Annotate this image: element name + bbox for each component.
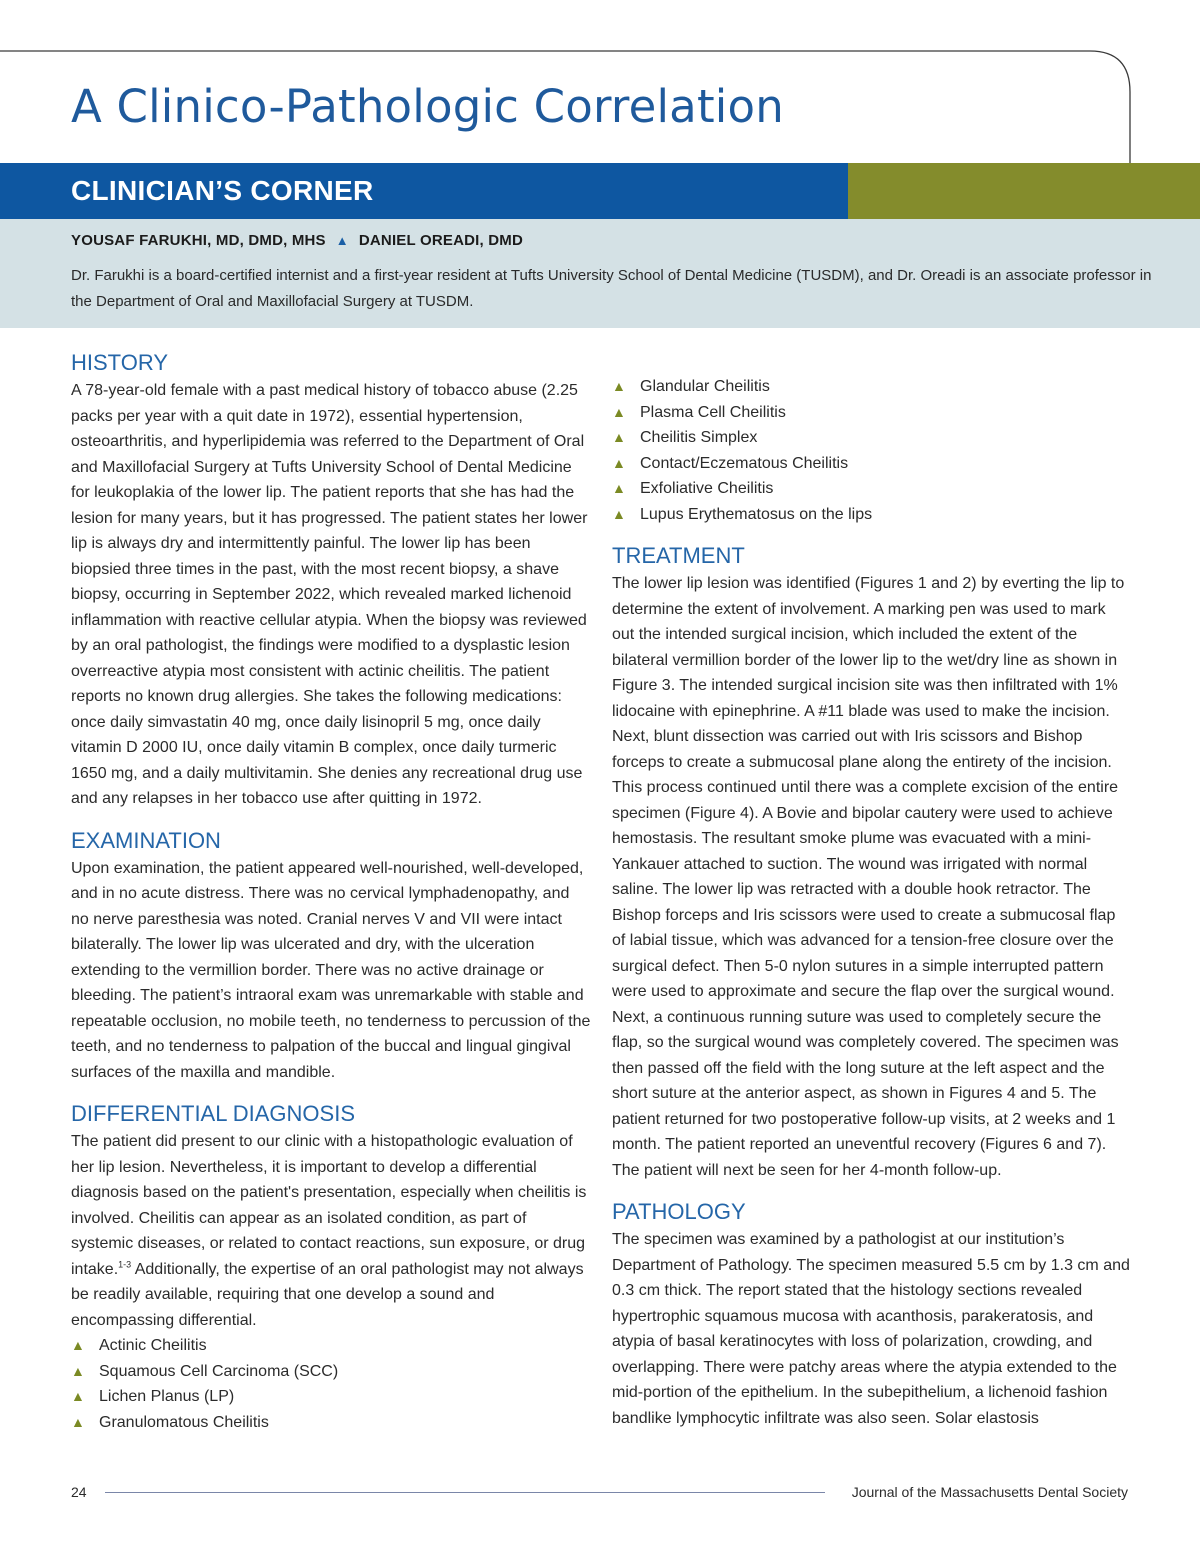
triangle-bullet-icon: ▲: [612, 403, 626, 420]
author-affiliation: Dr. Farukhi is a board-certified internist and a first-year resident at Tufts University School of Dental Medicine (TUSDM), and Dr. Oreadi is an associate professor in the Department of Oral and Maxillofacial Surgery at TUSDM.: [71, 267, 1152, 310]
treatment-text: The lower lip lesion was identified (Figures 1 and 2) by everting the lip to determine the extent of involvement. A marking pen was used to mark out the intended surgical incision, which included the extent of the bilateral vermillion border of the lower lip to the wet/dry line as shown in Figure 3. The intended surgical incision site was then infiltrated with 1% lidocaine with epinephrine. A #11 blade was used to make the incision. Next, blunt dissection was carried out with Iris scissors and Bishop forceps to create a submucosal plane along the entirety of the incision. This process continued until there was a complete excision of the entire specimen (Figure 4). A Bovie and bipolar cautery were used to achieve hemostasis. The resultant smoke plume was evacuated with a mini-Yankauer attached to suction. The wound was irrigated with normal saline. The lower lip was retracted with a double hook retractor. The Bishop forceps and Iris scissors were used to create a submucosal flap of labial tissue, which was advanced for a tension-free closure over the surgical defect. Then 5-0 nylon sutures in a simple interrupted pattern were used to approximate and secure the flap over the surgical wound. Next, a continuous running suture was used to completely secure the flap, so the surgical wound was completely covered. The specimen was then passed off the field with the long suture at the left aspect and the short suture at the anterior aspect, as shown in Figures 4 and 5. The patient returned for two postoperative follow-up visits, at 2 weeks and 1 month. The patient reported an uneventful recovery (Figures 6 and 7). The patient will next be seen for her 4-month follow-up.: [612, 575, 1125, 1179]
triangle-separator-icon: ▲: [335, 233, 349, 248]
examination-text: Upon examination, the patient appeared well-nourished, well-developed, and in no acute distress. There was no cervical lymphadenopathy, and no nerve paresthesia was noted. Cranial nerves V and VII were intact bilaterally. The lower lip was ulcerated and dry, with the ulceration extending to the vermillion border. There was no active drainage or bleeding. The patient’s intraoral exam was unremarkable with stable and repeatable occlusion, no mobile teeth, no tenderness to percussion of the teeth, and no tenderness to palpation of the buccal and lingual gingival surfaces of the maxilla and mandible.: [71, 859, 591, 1081]
triangle-bullet-icon: ▲: [71, 1413, 85, 1430]
pathology-text: The specimen was examined by a pathologist at our institution’s Department of Pathology. The specimen measured 5.5 cm by 1.3 cm and 0.3 cm thick. The report stated that the histology sections revealed hypertrophic squamous mucosa with acanthosis, parakeratosis, and atypia of basal keratinocytes with loss of polarization, crowding, and overlapping. There were patchy areas where the atypia extended to the mid-portion of the epithelium. In the subepithelium, a lichenoid fashion bandlike lymphocytic infiltrate was also seen. Solar elastosis: [612, 1231, 1130, 1427]
list-item: ▲ Granulomatous Cheilitis: [71, 1410, 591, 1436]
differential-text-part1: The patient did present to our clinic with a histopathologic evaluation of her lip lesion. Nevertheless, it is important to develop a differential diagnosis based on the patient's presentation, especially when cheilitis is involved. Cheilitis can appear as an isolated condition, as part of systemic diseases, or related to contact reactions, sun exposure, or drug intake.: [71, 1133, 587, 1278]
history-heading: HISTORY: [71, 350, 168, 375]
history-section: [71, 348, 591, 812]
list-item: ▲ Exfoliative Cheilitis: [612, 476, 1132, 502]
triangle-bullet-icon: ▲: [612, 505, 626, 522]
author-1: YOUSAF FARUKHI, MD, DMD, MHS: [71, 232, 326, 249]
right-column: [612, 374, 1132, 1431]
triangle-bullet-icon: ▲: [71, 1337, 85, 1353]
left-column: [71, 348, 591, 1435]
page-number: 24: [71, 1484, 87, 1500]
list-item: ▲ Glandular Cheilitis: [612, 374, 1132, 400]
footer-rule: [105, 1492, 825, 1493]
section-banner-accent: [848, 163, 1200, 219]
triangle-bullet-icon: ▲: [612, 429, 626, 445]
triangle-bullet-icon: ▲: [612, 454, 626, 471]
differential-section: [71, 1099, 591, 1435]
section-title: CLINICIAN’S CORNER: [71, 175, 374, 206]
examination-section: [71, 826, 591, 1086]
list-item: ▲ Squamous Cell Carcinoma (SCC): [71, 1359, 591, 1385]
list-item: ▲ Contact/Eczematous Cheilitis: [612, 451, 1132, 477]
treatment-heading: TREATMENT: [612, 543, 745, 568]
page-title: A Clinico-Pathologic Correlation: [71, 80, 784, 133]
differential-list-right: [612, 374, 1132, 527]
list-item: ▲ Lichen Planus (LP): [71, 1384, 591, 1410]
differential-list-left: [71, 1333, 591, 1435]
triangle-bullet-icon: ▲: [71, 1388, 85, 1404]
list-item: ▲ Actinic Cheilitis: [71, 1333, 591, 1359]
pathology-heading: PATHOLOGY: [612, 1199, 746, 1224]
list-item: ▲ Plasma Cell Cheilitis: [612, 400, 1132, 426]
reference-superscript: 1-3: [118, 1259, 132, 1270]
triangle-bullet-icon: ▲: [612, 480, 626, 496]
differential-text-part2: Additionally, the expertise of an oral pathologist may not always be readily available, requiring that one develop a sound and encompassing differential.: [71, 1260, 584, 1329]
journal-name: Journal of the Massachusetts Dental Society: [851, 1484, 1128, 1500]
triangle-bullet-icon: ▲: [71, 1362, 85, 1379]
list-item: ▲ Lupus Erythematosus on the lips: [612, 502, 1132, 528]
differential-text: [71, 1129, 591, 1333]
examination-heading: EXAMINATION: [71, 827, 221, 853]
triangle-bullet-icon: ▲: [612, 378, 626, 394]
list-item: ▲ Cheilitis Simplex: [612, 425, 1132, 451]
history-text: A 78-year-old female with a past medical history of tobacco abuse (2.25 packs per year with a quit date in 1972), essential hypertension, osteoarthritis, and hyperlipidemia was referred to the Department of Oral and Maxillofacial Surgery at Tufts University School of Dental Medicine for leukoplakia of the lower lip. The patient reports that she has had the lesion for many years, but it has progressed. The patient states her lower lip is always dry and intermittently painful. The lower lip has been biopsied three times in the past, with the most recent biopsy, a shave biopsy, occurring in September 2022, which revealed marked lichenoid inflammation with reactive cellular atypia. When the biopsy was reviewed by an oral pathologist, the findings were modified to a dysplastic lesion overreactive atypia most consistent with actinic cheilitis. The patient reports no known drug allergies. She takes the following medications: once daily simvastatin 40 mg, once daily lisinopril 5 mg, once daily vitamin D 2000 IU, once daily vitamin B complex, once daily turmeric 1650 mg, and a daily multivitamin. She denies any recreational drug use and any relapses in her tobacco use after quitting in 1972.: [71, 382, 588, 807]
author-2: DANIEL OREADI, DMD: [358, 232, 524, 249]
differential-heading: DIFFERENTIAL DIAGNOSIS: [71, 1101, 356, 1126]
author-line: [71, 232, 523, 249]
